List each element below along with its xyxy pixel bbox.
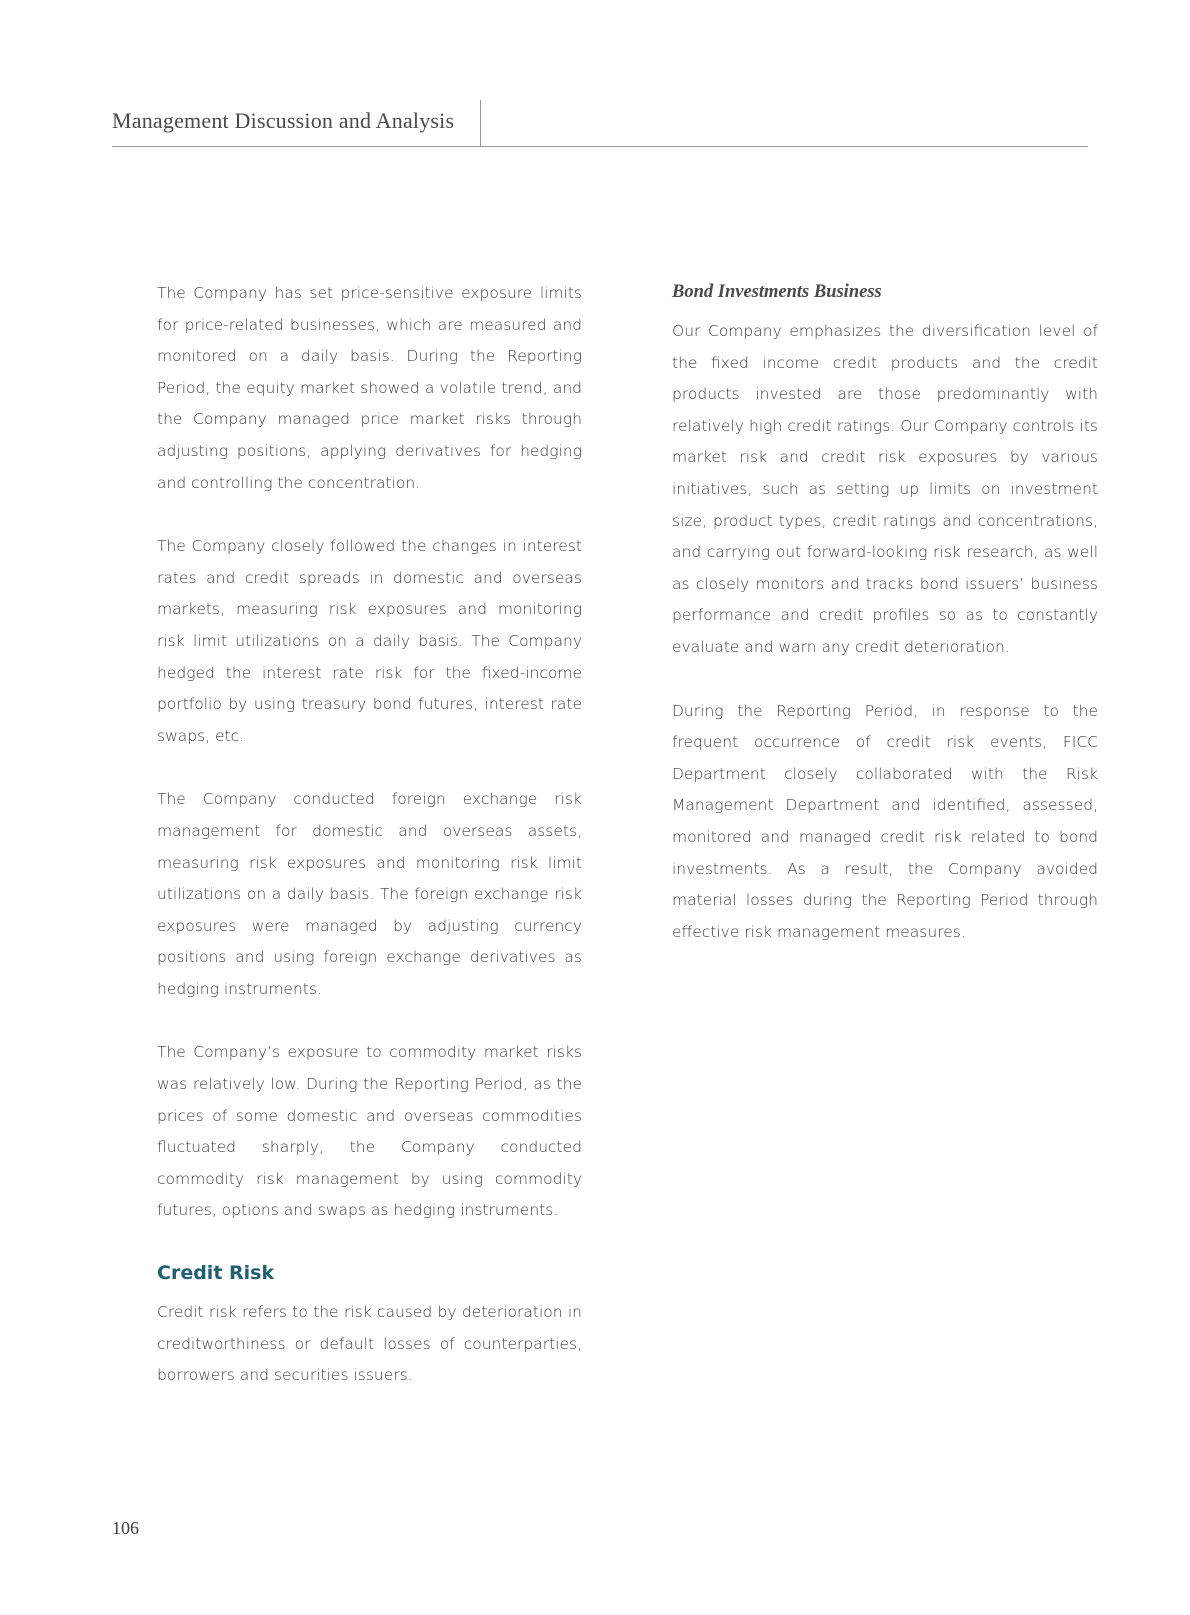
left-column [157,278,582,1424]
paragraph-credit-risk-definition: Credit risk refers to the risk caused by deterioration in creditworthiness or default losses of counterparties, borrowers and securities issuers. [157,1303,582,1385]
paragraph-commodity-risk: The Company’s exposure to commodity market risks was relatively low. During the Reporting Period, as the prices of some domestic and overseas commodities fluctuated sharply, the Company conducted commodity risk management by using commodity futures, options and swaps as hedging instruments. [157,1043,582,1220]
paragraph-foreign-exchange-risk: The Company conducted foreign exchange risk management for domestic and overseas assets, measuring risk exposures and monitoring risk limit utilizations on a daily basis. The foreign exchange risk exposures were managed by adjusting currency positions and using foreign exchange derivatives as hedging instruments. [157,790,582,998]
subheading-bond-investments: Bond Investments Business [672,282,882,302]
header-title: Management Discussion and Analysis [112,108,455,133]
header-divider [480,100,481,146]
paragraph-price-risk: The Company has set price-sensitive exposure limits for price-related businesses, which are measured and monitored on a daily basis. During the Reporting Period, the equity market showed a volatile trend, and the Company managed price market risks through adjusting positions, applying derivatives for hedging and controlling the concentration. [157,284,582,492]
paragraph-bond-credit-events: During the Reporting Period, in response to the frequent occurrence of credit risk events, FICC Department closely collaborated with the Risk Management Department and identified, assessed, monitored and managed credit risk related to bond investments. As a result, the Company avoided material losses during the Reporting Period through effective risk management measures. [672,701,1098,941]
right-column [672,278,1098,980]
paragraph-bond-diversification: Our Company emphasizes the diversification level of the fixed income credit products and the credit products invested are those predominantly with relatively high credit ratings. Our Company controls its market risk and credit risk exposures by various initiatives, such as setting up limits on investment size, product types, credit ratings and concentrations, and carrying out forward-looking risk research, as well as closely monitors and tracks bond issuers’ business performance and credit profiles so as to constantly evaluate and warn any credit deterioration. [672,322,1098,656]
running-header [112,100,1088,147]
section-heading-credit-risk: Credit Risk [157,1262,275,1285]
paragraph-interest-rate-risk: The Company closely followed the changes in interest rates and credit spreads in domestic and overseas markets, measuring risk exposures and monitoring risk limit utilizations on a daily basis. The Company hedged the interest rate risk for the fixed-income portfolio by using treasury bond futures, interest rate swaps, etc. [157,537,582,745]
page-number: 106 [112,1518,139,1538]
